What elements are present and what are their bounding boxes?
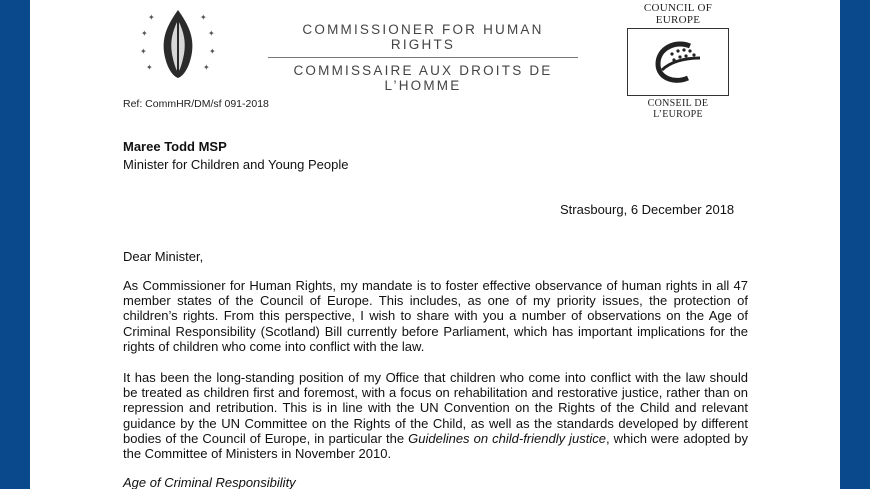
svg-text:✦: ✦	[208, 29, 215, 38]
title-english: COMMISSIONER FOR HUMAN RIGHTS	[268, 22, 578, 58]
coe-emblem-icon	[646, 38, 710, 86]
paragraph-2-end: , which were adopted by the Committee of Ministers in November 2010.	[123, 430, 748, 462]
svg-text:✦: ✦	[148, 13, 155, 22]
svg-text:✦: ✦	[146, 63, 153, 72]
letter-date: Strasbourg, 6 December 2018	[560, 202, 735, 217]
commissioner-logo-icon	[138, 6, 218, 80]
letterhead-title	[268, 22, 578, 93]
greeting: Dear Minister,	[123, 249, 204, 264]
svg-text:✦: ✦	[200, 13, 207, 22]
addressee	[123, 138, 348, 174]
svg-text:✦: ✦	[203, 63, 210, 72]
title-french: COMMISSAIRE AUX DROITS DE L’HOMME	[293, 63, 553, 93]
svg-text:✦: ✦	[140, 47, 147, 56]
paragraph-1: As Commissioner for Human Rights, my mandate is to foster effective observance of human rights in all 47 member states of the Council of Europe. This includes, as one of my priority issues, the protection of children’s rights. From this perspective, I wish to share with you a number of observations on the Age of Criminal Responsibility (Scotland) Bill currently before Parliament, which has important implications for the rights of children who come into conflict with the law.	[123, 278, 748, 354]
coe-label-french: CONSEIL DE L’EUROPE	[647, 98, 709, 120]
addressee-title: Minister for Children and Young People	[123, 157, 349, 172]
svg-text:✦: ✦	[141, 29, 148, 38]
letter-page	[30, 0, 840, 489]
paragraph-2	[123, 370, 748, 461]
council-of-europe-logo	[626, 2, 730, 120]
guidelines-title: Guidelines on child-friendly justice	[408, 430, 607, 446]
addressee-name: Maree Todd MSP	[123, 139, 227, 154]
coe-emblem-box	[627, 28, 729, 96]
coe-label-english: COUNCIL OF EUROPE	[643, 2, 713, 26]
svg-text:✦: ✦	[209, 47, 216, 56]
paragraph-2-text: It has been the long-standing position of my Office that children who come into conflict with the law should be treated as children first and foremost, with a focus on rehabilitation and restorative justice, rather than on repression and retribution. This is in line with the UN Convention on the Rights of the Child and relevant guidance by the UN Committee on the Rights of the Child, as well as the standards developed by different bodies of the Council of Europe, in particular the	[123, 370, 748, 446]
section-heading: Age of Criminal Responsibility	[123, 475, 296, 489]
reference-number: Ref: CommHR/DM/sf 091-2018	[123, 98, 269, 110]
